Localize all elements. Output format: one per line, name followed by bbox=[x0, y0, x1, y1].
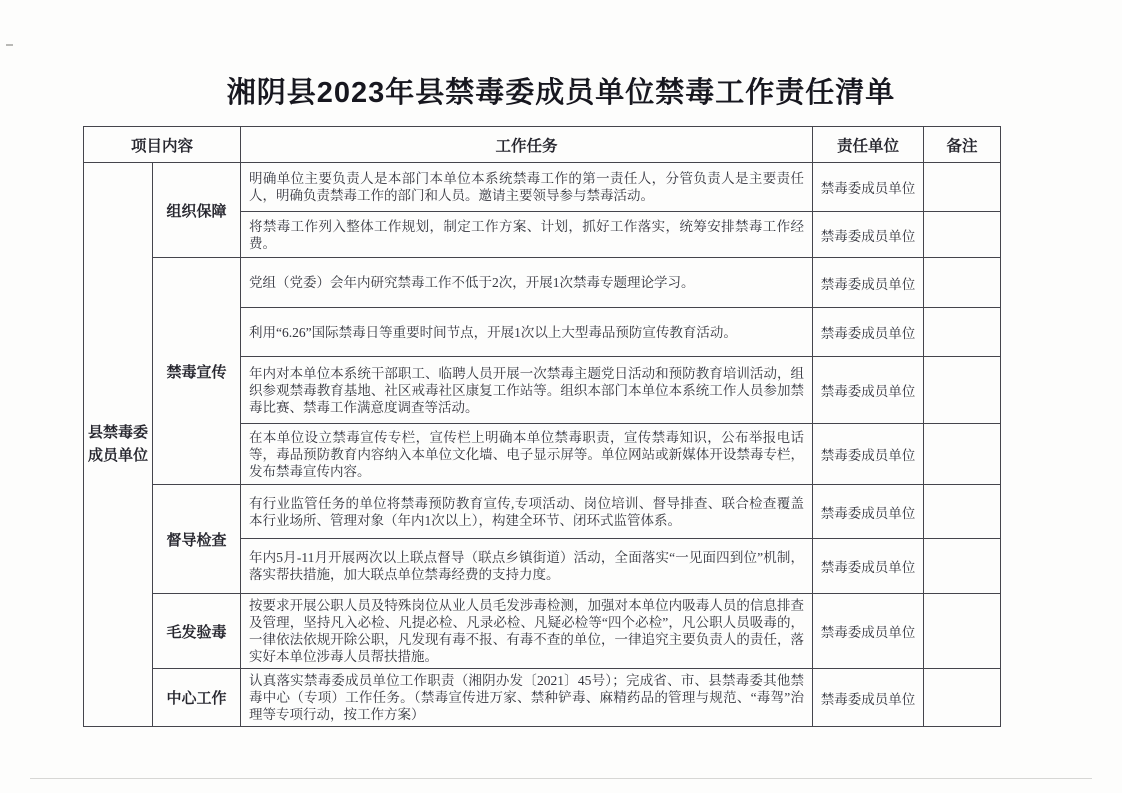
category-cell-supervision: 督导检查 bbox=[153, 485, 241, 594]
responsibility-table bbox=[83, 126, 1001, 727]
col-header-responsible-unit: 责任单位 bbox=[813, 127, 924, 163]
col-header-note: 备注 bbox=[924, 127, 1001, 163]
responsible-cell: 禁毒委成员单位 bbox=[813, 424, 924, 485]
category-cell-propaganda: 禁毒宣传 bbox=[153, 258, 241, 485]
responsible-cell: 禁毒委成员单位 bbox=[813, 539, 924, 594]
responsible-cell: 禁毒委成员单位 bbox=[813, 485, 924, 539]
note-cell bbox=[924, 485, 1001, 539]
category-cell-hair-test: 毛发验毒 bbox=[153, 594, 241, 669]
table-row bbox=[84, 485, 1001, 539]
responsible-cell: 禁毒委成员单位 bbox=[813, 669, 924, 727]
category-cell-organization: 组织保障 bbox=[153, 163, 241, 258]
document-title: 湘阴县2023年县禁毒委成员单位禁毒工作责任清单 bbox=[226, 77, 896, 109]
note-cell bbox=[924, 357, 1001, 424]
task-cell: 有行业监管任务的单位将禁毒预防教育宣传,专项活动、岗位培训、督导排查、联合检查覆盖本行业场所、管理对象（年内1次以上），构建全环节、闭环式监管体系。 bbox=[241, 485, 813, 539]
responsible-cell: 禁毒委成员单位 bbox=[813, 308, 924, 357]
responsible-cell: 禁毒委成员单位 bbox=[813, 258, 924, 308]
col-header-work-task: 工作任务 bbox=[241, 127, 813, 163]
table-row bbox=[84, 594, 1001, 669]
responsible-cell: 禁毒委成员单位 bbox=[813, 212, 924, 258]
task-cell: 按要求开展公职人员及特殊岗位从业人员毛发涉毒检测，加强对本单位内吸毒人员的信息排查及管理，坚持凡入必检、凡提必检、凡录必检、凡疑必检等“四个必检”，凡公职人员吸毒的，一律依法依规开除公职，凡发现有毒不报、有毒不查的单位，一律追究主要负责人的责任，落实好本单位涉毒人员帮扶措施。 bbox=[241, 594, 813, 669]
note-cell bbox=[924, 258, 1001, 308]
note-cell bbox=[924, 539, 1001, 594]
task-cell: 将禁毒工作列入整体工作规划，制定工作方案、计划，抓好工作落实，统筹安排禁毒工作经费。 bbox=[241, 212, 813, 258]
task-cell: 党组（党委）会年内研究禁毒工作不低于2次，开展1次禁毒专题理论学习。 bbox=[241, 258, 813, 308]
category-cell-central-work: 中心工作 bbox=[153, 669, 241, 727]
table-row bbox=[84, 163, 1001, 212]
note-cell bbox=[924, 594, 1001, 669]
note-cell bbox=[924, 308, 1001, 357]
note-cell bbox=[924, 424, 1001, 485]
responsible-cell: 禁毒委成员单位 bbox=[813, 163, 924, 212]
task-cell: 认真落实禁毒委成员单位工作职责（湘阴办发〔2021〕45号）；完成省、市、县禁毒委其他禁毒中心（专项）工作任务。（禁毒宣传进万家、禁种铲毒、麻精药品的管理与规范、“毒驾”治理等专项行动，按工作方案） bbox=[241, 669, 813, 727]
table-row bbox=[84, 669, 1001, 727]
responsible-cell: 禁毒委成员单位 bbox=[813, 594, 924, 669]
task-cell: 利用“6.26”国际禁毒日等重要时间节点，开展1次以上大型毒品预防宣传教育活动。 bbox=[241, 308, 813, 357]
col-header-project-content: 项目内容 bbox=[84, 127, 241, 163]
group-label-cell: 县禁毒委成员单位 bbox=[84, 163, 153, 727]
task-cell: 明确单位主要负责人是本部门本单位本系统禁毒工作的第一责任人，分管负责人是主要责任人，明确负责禁毒工作的部门和人员。邀请主要领导参与禁毒活动。 bbox=[241, 163, 813, 212]
note-cell bbox=[924, 669, 1001, 727]
task-cell: 在本单位设立禁毒宣传专栏，宣传栏上明确本单位禁毒职责，宣传禁毒知识，公布举报电话等，毒品预防教育内容纳入本单位文化墙、电子显示屏等。单位网站或新媒体开设禁毒专栏，发布禁毒宣传内容。 bbox=[241, 424, 813, 485]
responsible-cell: 禁毒委成员单位 bbox=[813, 357, 924, 424]
table-header-row bbox=[84, 127, 1001, 163]
scan-artifact-line bbox=[30, 778, 1092, 779]
table-row bbox=[84, 258, 1001, 308]
task-cell: 年内对本单位本系统干部职工、临聘人员开展一次禁毒主题党日活动和预防教育培训活动，组织参观禁毒教育基地、社区戒毒社区康复工作站等。组织本部门本单位本系统工作人员参加禁毒比赛、禁毒工作满意度调查等活动。 bbox=[241, 357, 813, 424]
task-cell: 年内5月-11月开展两次以上联点督导（联点乡镇街道）活动，全面落实“一见面四到位”机制，落实帮扶措施，加大联点单位禁毒经费的支持力度。 bbox=[241, 539, 813, 594]
note-cell bbox=[924, 163, 1001, 212]
note-cell bbox=[924, 212, 1001, 258]
scan-artifact-mark bbox=[6, 44, 13, 46]
